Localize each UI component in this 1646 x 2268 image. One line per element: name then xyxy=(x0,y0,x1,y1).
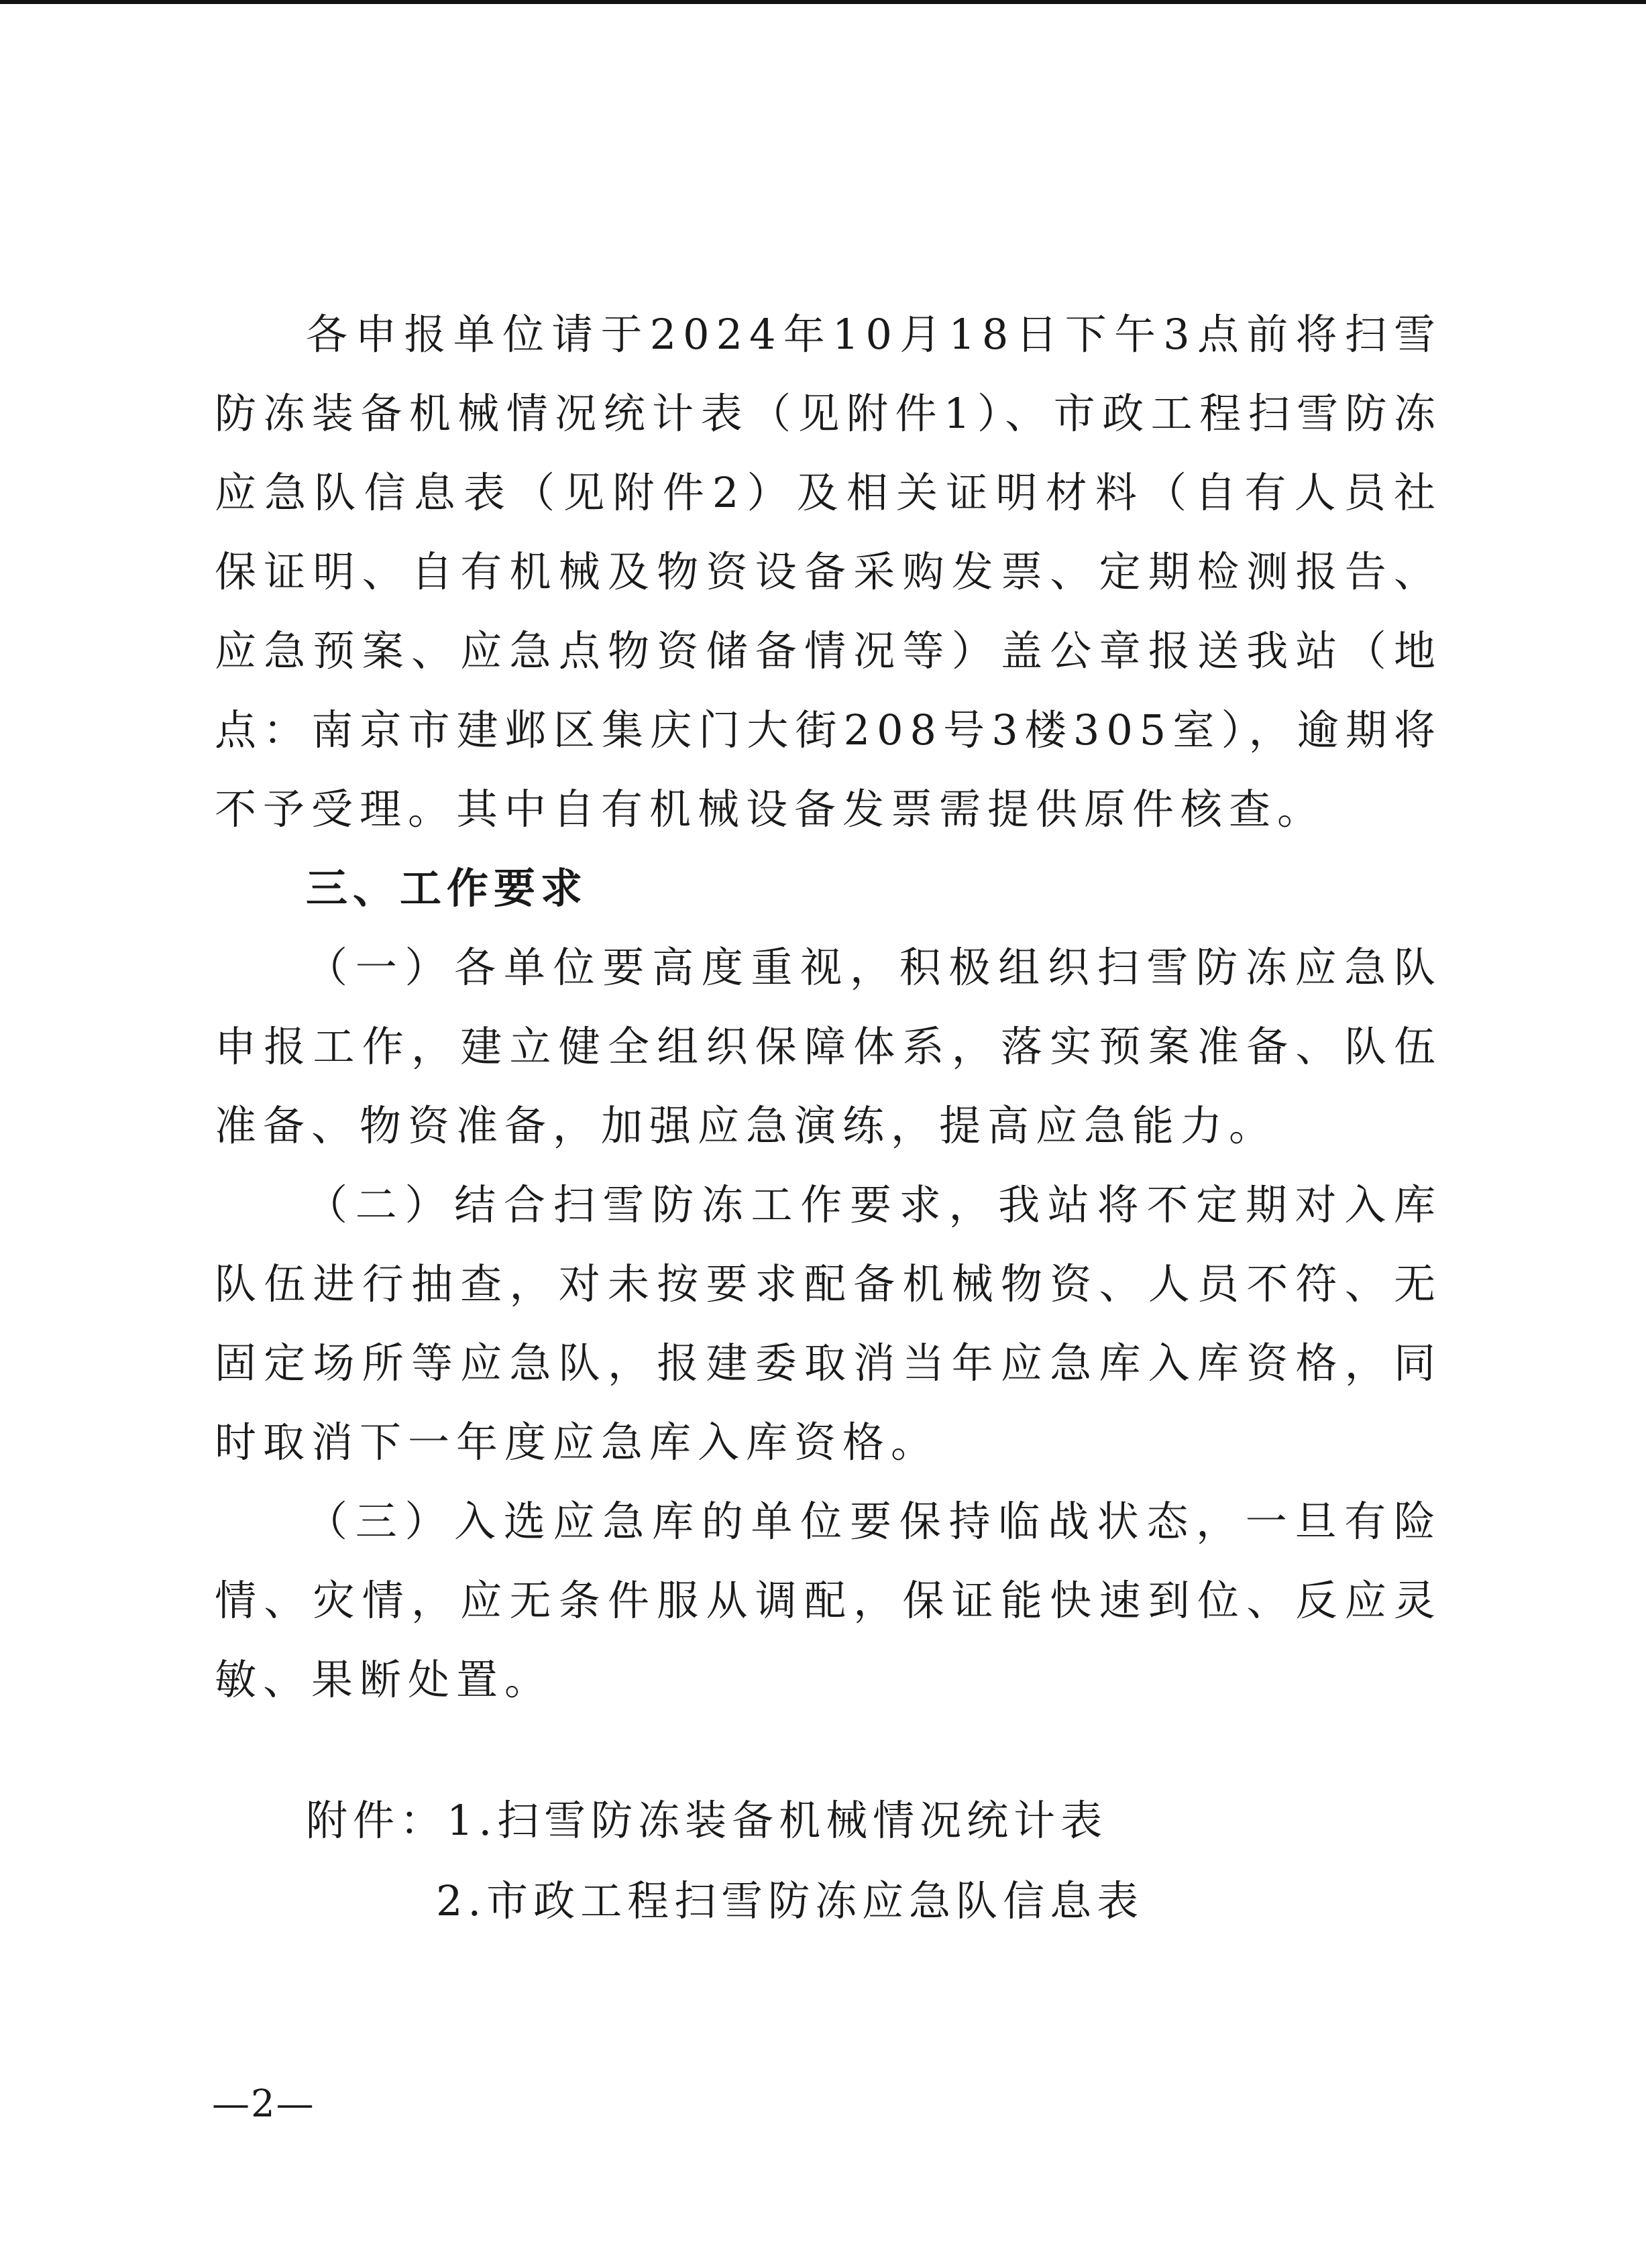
section-heading: 三、工作要求 xyxy=(306,864,588,913)
requirement-paragraph-2: （二）结合扫雪防冻工作要求，我站将不定期对入库队伍进行抽查，对未按要求配备机械物资、人员不符、无固定场所等应急队，报建委取消当年应急库入库资格，同时取消下一年度应急库入库资格。 xyxy=(215,1180,1442,1467)
attachments-list xyxy=(306,1780,1144,1941)
attachments-label: 附件： xyxy=(306,1796,447,1845)
attachment-item-2: 2.市政工程扫雪防冻应急队信息表 xyxy=(436,1876,1144,1925)
page-number: —2— xyxy=(212,2082,315,2126)
attachment-row-2 xyxy=(306,1861,1144,1941)
requirement-paragraph-3: （三）入选应急库的单位要保持临战状态，一旦有险情、灾情，应无条件服从调配，保证能快速到位、反应灵敏、果断处置。 xyxy=(215,1497,1442,1704)
document-body xyxy=(215,295,1442,1719)
submission-paragraph: 各申报单位请于2024年10月18日下午3点前将扫雪防冻装备机械情况统计表（见附件1）、市政工程扫雪防冻应急队信息表（见附件2）及相关证明材料（自有人员社保证明、自有机械及物资设备采购发票、定期检测报告、应急预案、应急点物资储备情况等）盖公章报送我站（地点：南京市建邺区集庆门大街208号3楼305室），逾期将不予受理。其中自有机械设备发票需提供原件核查。 xyxy=(215,310,1442,834)
attachment-item-1: 1.扫雪防冻装备机械情况统计表 xyxy=(447,1796,1108,1845)
attachment-row-1 xyxy=(306,1780,1144,1861)
requirement-paragraph-1: （一）各单位要高度重视，积极组织扫雪防冻应急队申报工作，建立健全组织保障体系，落实预案准备、队伍准备、物资准备，加强应急演练，提高应急能力。 xyxy=(215,943,1442,1150)
top-border-line xyxy=(0,0,1646,4)
